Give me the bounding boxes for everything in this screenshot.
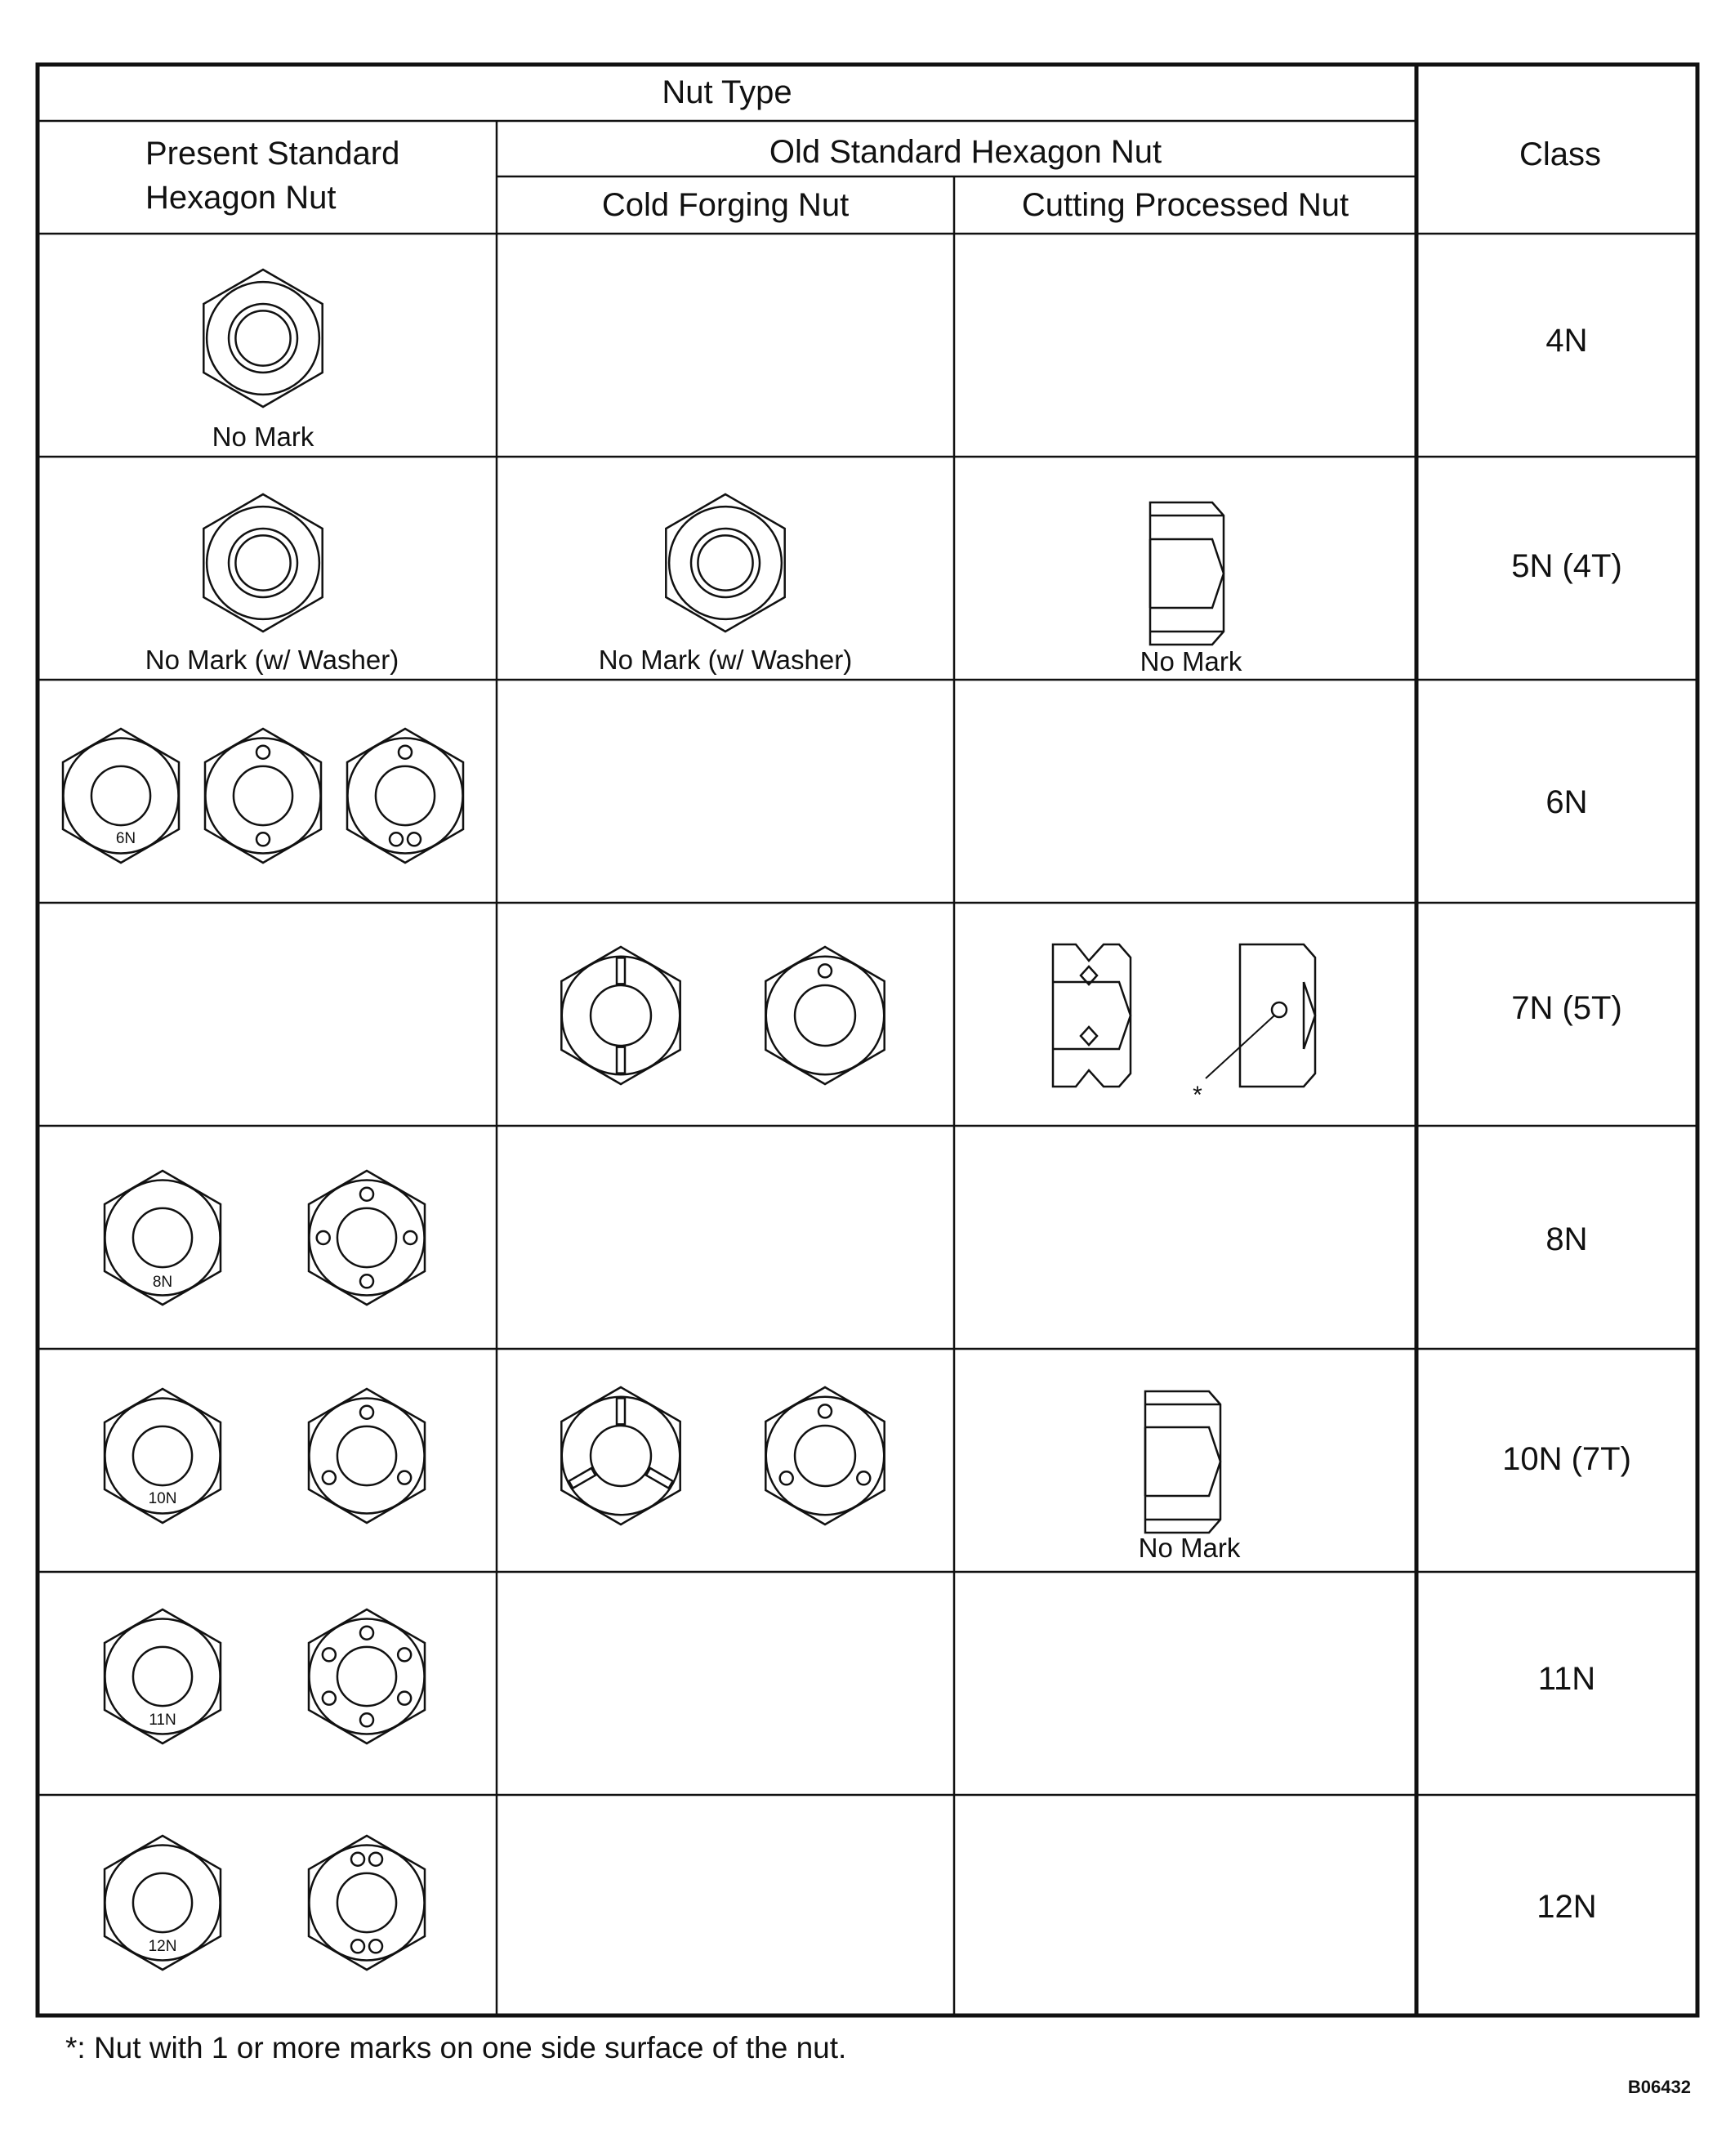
mark-dot-icon (323, 1648, 336, 1661)
mark-slit-icon (646, 1468, 673, 1489)
cold-forging-header: Cold Forging Nut (601, 187, 850, 223)
washer-face-ring (207, 282, 319, 395)
mark-slit-icon (617, 957, 625, 984)
class-label: 6N (1545, 784, 1588, 820)
class-header: Class (1519, 136, 1602, 172)
asterisk-callout: * (1193, 1082, 1202, 1109)
hex-outline (203, 494, 322, 632)
nut-bore (337, 1873, 396, 1932)
nut-bore (591, 985, 651, 1046)
present-standard-header-line-1: Present Standard (145, 136, 400, 172)
nut-face-ring (347, 738, 462, 853)
mark-dot-icon (317, 1231, 330, 1244)
mark-dot-icon (369, 1940, 382, 1953)
mark-dot-icon (351, 1853, 364, 1866)
nut-stamp-label: 8N (152, 1274, 173, 1291)
old-standard-header: Old Standard Hexagon Nut (769, 134, 1162, 170)
class-label: 10N (7T) (1502, 1441, 1631, 1477)
hex-outline (561, 947, 680, 1084)
nut-bore (795, 1426, 855, 1486)
mark-dot-icon (360, 1627, 373, 1640)
mark-dot-icon (780, 1471, 793, 1484)
nut-bore (591, 1426, 651, 1486)
washer-face-ring (669, 507, 782, 619)
nut-type-header: Nut Type (662, 74, 792, 110)
side-view-marked-nut-icon (1206, 944, 1315, 1087)
mark-dot-icon (404, 1231, 417, 1244)
hex-outline (666, 494, 784, 632)
mark-slit-icon (617, 1398, 625, 1424)
nut-bore-inner (235, 535, 290, 590)
nut-face-ring (309, 1845, 424, 1960)
nut-caption: No Mark (212, 422, 314, 452)
nut-bore (133, 1647, 192, 1706)
hex-outline (561, 1387, 680, 1524)
nut-caption: No Mark (1138, 1533, 1241, 1563)
nut-face-ring (766, 1397, 884, 1515)
nut-face-ring (205, 738, 320, 853)
nut-bore-inner (698, 535, 752, 590)
nut-stamp-label: 10N (148, 1490, 177, 1507)
mark-dot-icon (360, 1406, 373, 1419)
hex-nut-icon (205, 729, 321, 863)
mark-dot-icon (351, 1940, 364, 1953)
mark-dot-icon (398, 1471, 411, 1484)
hex-nut-icon (347, 729, 463, 863)
footnote: *: Nut with 1 or more marks on one side surface of the nut. (65, 2031, 847, 2064)
class-label: 12N (1537, 1889, 1597, 1925)
nut-stamp-label: 12N (148, 1938, 177, 1955)
nut-face-ring (766, 957, 884, 1074)
mark-dot-icon (256, 746, 270, 759)
hex-outline (309, 1171, 425, 1305)
figure-code: B06432 (1627, 2077, 1691, 2097)
hex-nut-icon (561, 947, 680, 1084)
nut-bore (376, 766, 435, 825)
present-standard-header-line-2: Hexagon Nut (145, 180, 337, 216)
mark-dot-icon (323, 1471, 336, 1484)
hex-nut-icon (203, 494, 322, 632)
hex-outline (309, 1389, 425, 1523)
nut-stamp-label: 11N (149, 1712, 176, 1729)
mark-dot-icon (818, 1404, 832, 1417)
hex-nut-icon (203, 270, 322, 407)
class-label: 11N (1537, 1661, 1596, 1697)
cutting-processed-header: Cutting Processed Nut (1021, 187, 1349, 223)
hex-outline (205, 729, 321, 863)
hex-nut-icon (309, 1389, 425, 1523)
mark-dot-icon (256, 832, 270, 846)
nut-stamp-label: 6N (115, 830, 136, 847)
nut-bore (133, 1873, 192, 1932)
nut-face-ring (309, 1618, 424, 1734)
nut-bore (337, 1647, 396, 1706)
nut-bore (229, 304, 297, 373)
nut-icons (63, 270, 885, 1970)
table-grid (38, 65, 1697, 2015)
nut-bore-inner (235, 310, 290, 365)
class-label: 5N (4T) (1511, 548, 1622, 584)
hex-outline (765, 947, 884, 1084)
hex-nut-icon (309, 1836, 425, 1970)
mark-dot-icon (390, 832, 403, 846)
hex-nut-icon (309, 1171, 425, 1305)
mark-dot-icon (360, 1713, 373, 1726)
nut-bore (91, 766, 150, 825)
nut-caption: No Mark (w/ Washer) (145, 645, 399, 675)
hex-outline (309, 1836, 425, 1970)
nut-bore (229, 529, 297, 597)
nut-bore (795, 985, 855, 1046)
hex-outline (309, 1609, 425, 1743)
nut-face-ring (562, 1397, 680, 1515)
mark-slit-icon (617, 1047, 625, 1074)
class-label: 8N (1545, 1221, 1588, 1257)
nut-caption: No Mark (w/ Washer) (598, 645, 853, 675)
nut-bore (133, 1426, 192, 1485)
hex-nut-icon (666, 494, 784, 632)
side-mark-dot-icon (1272, 1002, 1287, 1017)
nut-bore (337, 1426, 396, 1485)
nut-face-ring (309, 1180, 424, 1295)
nut-bore (234, 766, 292, 825)
mark-dot-icon (360, 1188, 373, 1201)
hex-nut-icon (765, 947, 884, 1084)
nut-caption: No Mark (1140, 646, 1242, 676)
side-view-notched-nut-icon (1053, 944, 1131, 1087)
nut-bore (691, 529, 760, 597)
nut-face-ring (562, 957, 680, 1074)
hex-outline (347, 729, 463, 863)
washer-face-ring (207, 507, 319, 619)
mark-dot-icon (408, 832, 421, 846)
hex-nut-icon (309, 1609, 425, 1743)
mark-dot-icon (818, 964, 832, 977)
mark-slit-icon (569, 1468, 595, 1489)
nut-face-ring (309, 1398, 424, 1513)
hex-nut-icon (561, 1387, 680, 1524)
hex-nut-icon (765, 1387, 884, 1524)
mark-dot-icon (369, 1853, 382, 1866)
side-view-nut-icon (1145, 1391, 1220, 1533)
mark-dot-icon (398, 1648, 411, 1661)
nut-bore (337, 1208, 396, 1267)
mark-dot-icon (399, 746, 412, 759)
side-view-nut-icon (1150, 502, 1224, 645)
hex-outline (765, 1387, 884, 1524)
hex-outline (203, 270, 322, 407)
nut-bore (133, 1208, 192, 1267)
mark-dot-icon (360, 1274, 373, 1288)
class-label: 7N (5T) (1511, 990, 1622, 1026)
mark-dot-icon (398, 1692, 411, 1705)
class-label: 4N (1545, 323, 1588, 359)
mark-dot-icon (857, 1471, 870, 1484)
mark-dot-icon (323, 1692, 336, 1705)
table-outer-border (38, 65, 1697, 2015)
